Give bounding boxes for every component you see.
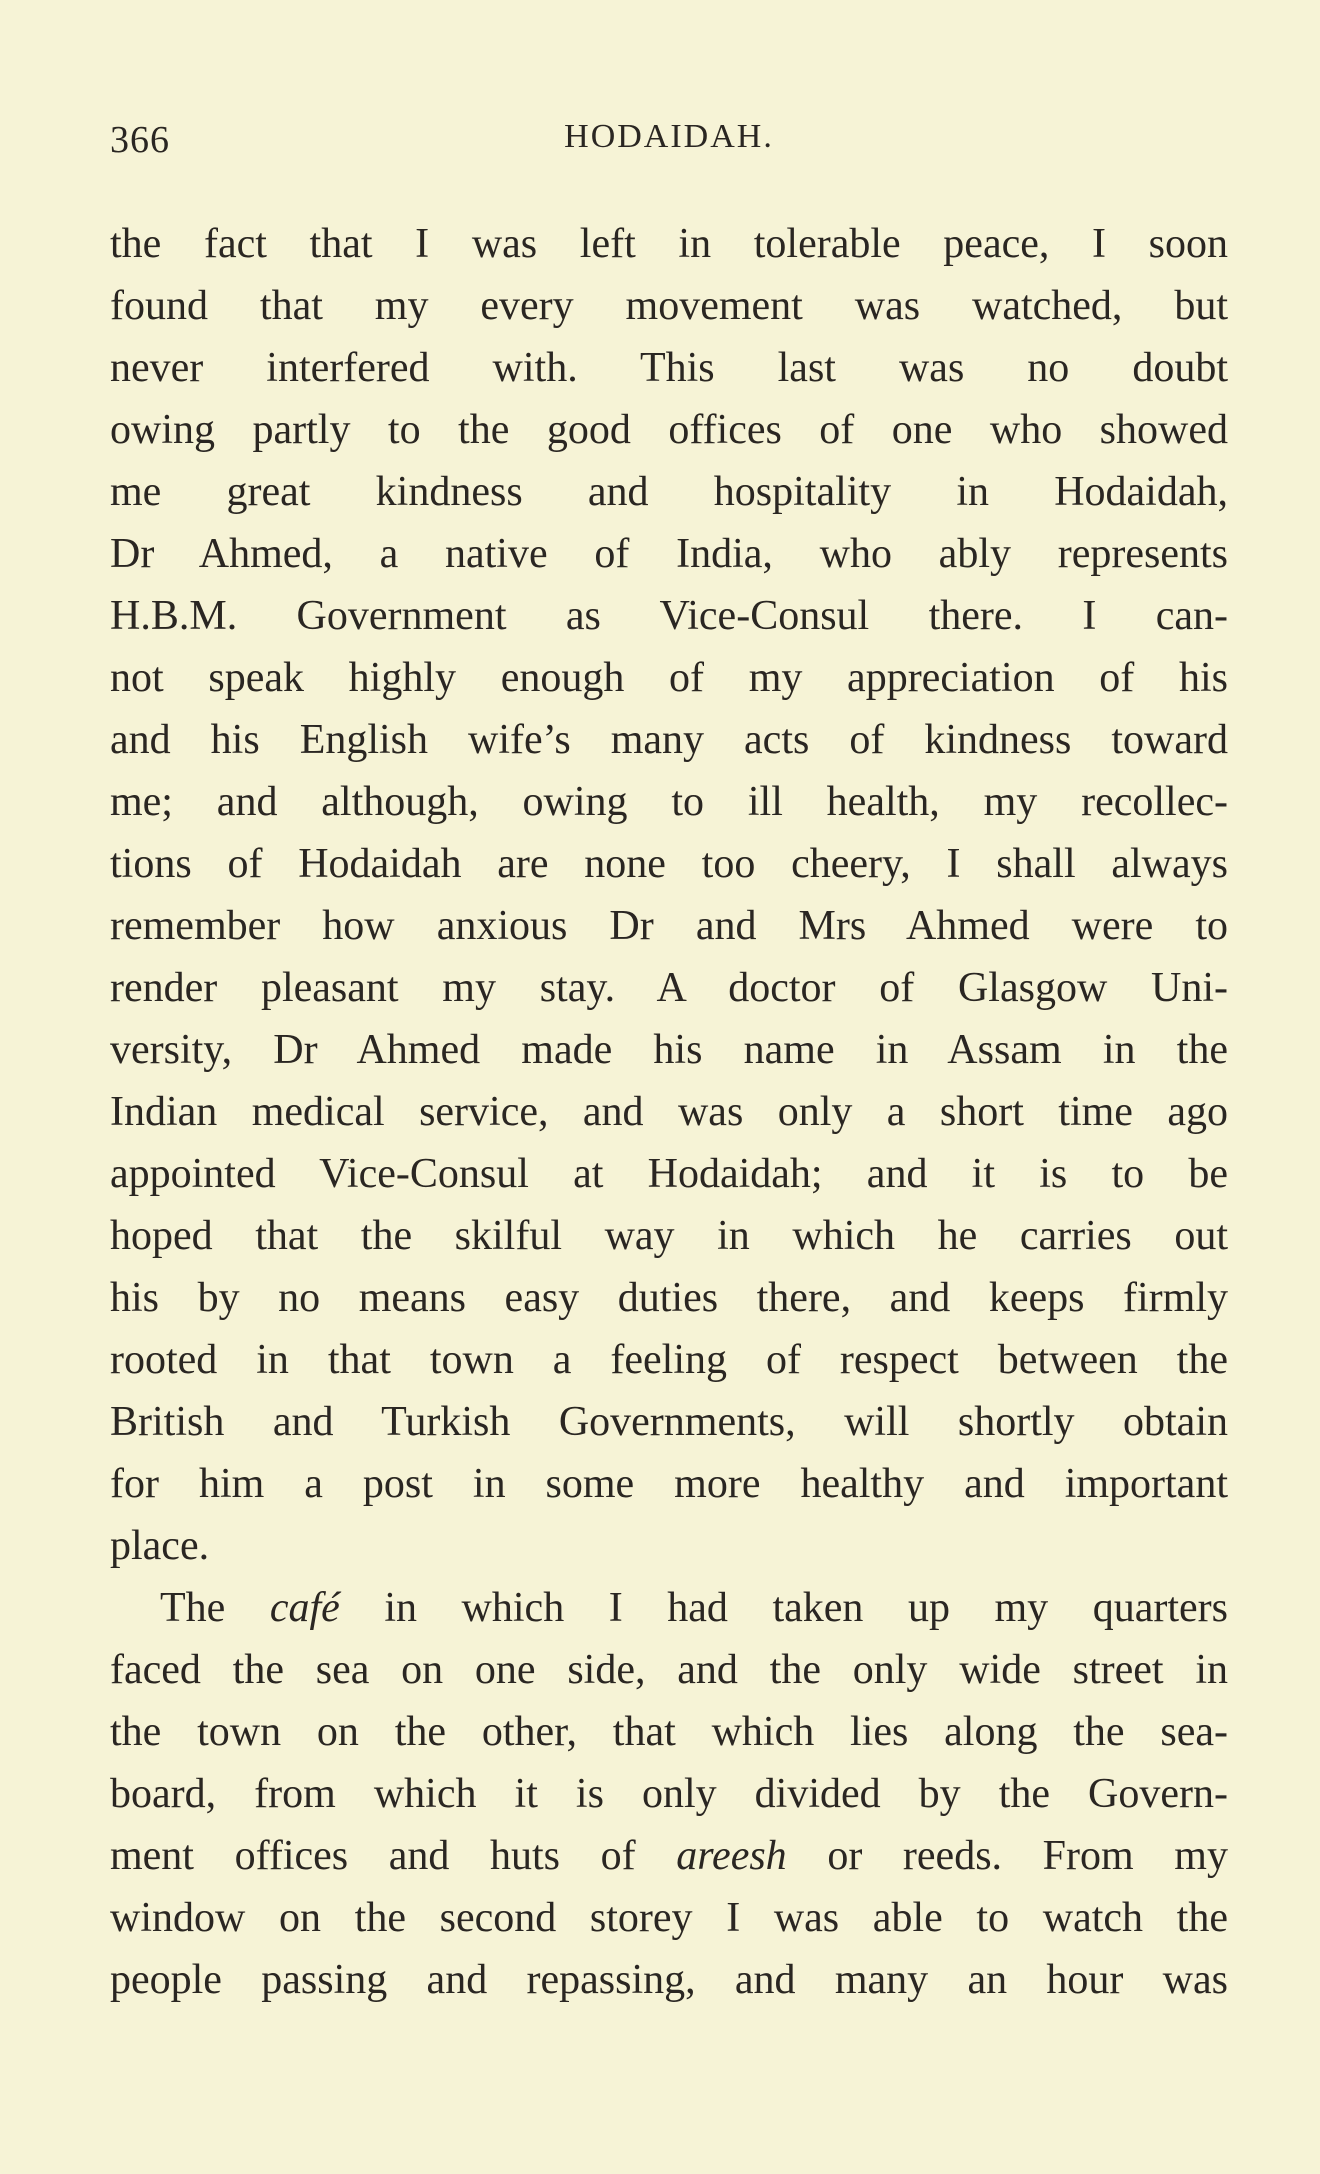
text-line: me; and although, owing to ill health, my recollec-	[110, 779, 1228, 825]
text-line: appointed Vice-Consul at Hodaidah; and it is to be	[110, 1151, 1228, 1197]
text-line: his by no means easy duties there, and keeps firmly	[110, 1275, 1228, 1321]
text-line: me great kindness and hospitality in Hodaidah,	[110, 469, 1228, 515]
text-line: rooted in that town a feeling of respect between the	[110, 1337, 1228, 1383]
text-line: Dr Ahmed, a native of India, who ably represents	[110, 531, 1228, 577]
text-line: place.	[110, 1523, 210, 1569]
text-line: owing partly to the good offices of one who showed	[110, 407, 1228, 453]
text-line: the fact that I was left in tolerable peace, I soon	[110, 221, 1228, 267]
text-line: hoped that the skilful way in which he carries out	[110, 1213, 1228, 1259]
text-line: render pleasant my stay. A doctor of Glasgow Uni-	[110, 965, 1228, 1011]
text-line: and his English wife’s many acts of kindness toward	[110, 717, 1228, 763]
body-text	[110, 213, 1228, 2011]
text-fragment: in which I had taken up my quarters	[339, 1585, 1228, 1631]
text-fragment: ment offices and huts of	[110, 1833, 677, 1879]
text-line: window on the second storey I was able to watch the	[110, 1895, 1228, 1941]
text-line: Indian medical service, and was only a short time ago	[110, 1089, 1228, 1135]
text-line: for him a post in some more healthy and important	[110, 1461, 1228, 1507]
page-number: 366	[110, 119, 170, 161]
text-fragment: or reeds. From my	[786, 1833, 1228, 1879]
running-title: HODAIDAH.	[564, 118, 774, 155]
text-line: faced the sea on one side, and the only wide street in	[110, 1647, 1228, 1693]
text-line: people passing and repassing, and many an hour was	[110, 1957, 1228, 2003]
text-line: tions of Hodaidah are none too cheery, I shall always	[110, 841, 1228, 887]
text-line: remember how anxious Dr and Mrs Ahmed were to	[110, 903, 1228, 949]
italic-word: café	[269, 1585, 340, 1631]
text-line: H.B.M. Government as Vice-Consul there. I can-	[110, 593, 1228, 639]
text-line: not speak highly enough of my appreciation of his	[110, 655, 1228, 701]
text-fragment: The	[160, 1585, 270, 1631]
text-line: found that my every movement was watched, but	[110, 283, 1228, 329]
text-line: never interfered with. This last was no doubt	[110, 345, 1228, 391]
text-line	[110, 1577, 1228, 1639]
text-line: British and Turkish Governments, will shortly obtain	[110, 1399, 1228, 1445]
text-line: board, from which it is only divided by the Govern-	[110, 1771, 1228, 1817]
text-line: the town on the other, that which lies along the sea-	[110, 1709, 1228, 1755]
italic-word: areesh	[676, 1833, 787, 1879]
text-line: versity, Dr Ahmed made his name in Assam in the	[110, 1027, 1228, 1073]
text-line	[110, 1825, 1228, 1887]
running-head	[110, 118, 1228, 168]
